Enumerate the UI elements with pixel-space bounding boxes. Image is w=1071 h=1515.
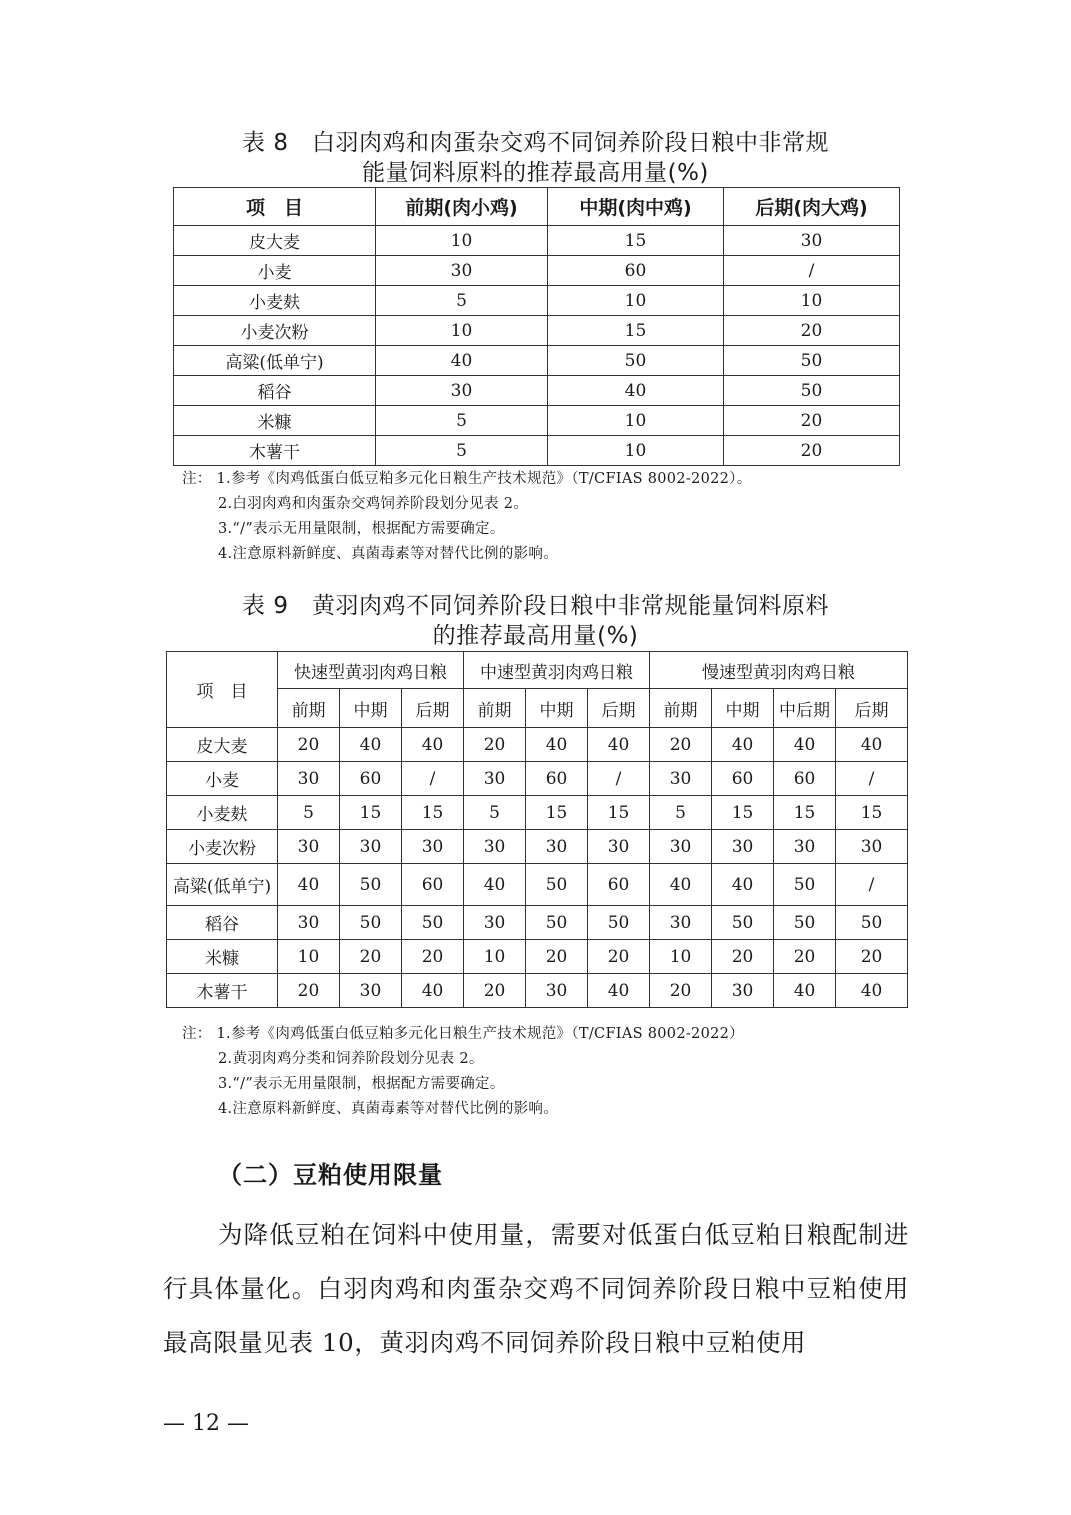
table8-value-cell: 20	[724, 316, 900, 346]
table9-value-cell: 15	[588, 796, 650, 830]
table8-value-cell: 15	[548, 226, 724, 256]
table9-value-cell: 60	[712, 762, 774, 796]
table9-value-cell: 20	[774, 940, 836, 974]
table9-value-cell: 40	[402, 728, 464, 762]
table-row	[174, 256, 900, 286]
table8-value-cell: 15	[548, 316, 724, 346]
table8-value-cell: 30	[724, 226, 900, 256]
table9-value-cell: 30	[402, 830, 464, 864]
table9-value-cell: 60	[774, 762, 836, 796]
table8-value-cell: 40	[548, 376, 724, 406]
table9-value-cell: 30	[464, 762, 526, 796]
table9-value-cell: 30	[278, 830, 340, 864]
table9-value-cell: 15	[402, 796, 464, 830]
table8-value-cell: 10	[548, 286, 724, 316]
table9-item-cell: 小麦次粉	[167, 830, 278, 864]
table9-item-cell: 皮大麦	[167, 728, 278, 762]
table9-notes	[182, 1022, 744, 1122]
table8-value-cell: 10	[376, 226, 548, 256]
table-row	[174, 286, 900, 316]
table9-value-cell: /	[836, 762, 908, 796]
table9-value-cell: 40	[278, 864, 340, 906]
table8-body	[174, 226, 900, 466]
table8-value-cell: 30	[376, 376, 548, 406]
table9-note: 注： 1.参考《肉鸡低蛋白低豆粕多元化日粮生产技术规范》（T/CFIAS 8002-2022）	[182, 1026, 744, 1042]
table9-item-cell: 小麦	[167, 762, 278, 796]
table-row	[174, 346, 900, 376]
table9-value-cell: 20	[278, 974, 340, 1008]
table9-value-cell: 50	[712, 906, 774, 940]
table9-value-cell: 20	[588, 940, 650, 974]
table8-value-cell: 10	[724, 286, 900, 316]
table9-value-cell: /	[836, 864, 908, 906]
table9-caption-line1: 表 9 黄羽肉鸡不同饲养阶段日粮中非常规能量饲料原料	[242, 593, 829, 619]
table9-value-cell: 50	[774, 906, 836, 940]
table9-value-cell: 50	[526, 906, 588, 940]
table8	[173, 187, 900, 466]
table-row	[167, 830, 908, 864]
table9-value-cell: 40	[340, 728, 402, 762]
table9-item-cell: 木薯干	[167, 974, 278, 1008]
table9-value-cell: 20	[526, 940, 588, 974]
table9-value-cell: 40	[712, 864, 774, 906]
table-row	[174, 226, 900, 256]
table9-stage-header: 中期	[526, 689, 588, 728]
table9-value-cell: 5	[278, 796, 340, 830]
table9-value-cell: 20	[836, 940, 908, 974]
paragraph-text: 为降低豆粕在饲料中使用量，需要对低蛋白低豆粕日粮配制进行具体量化。白羽肉鸡和肉蛋杂交鸡不同饲养阶段日粮中豆粕使用最高限量见表 10，黄羽肉鸡不同饲养阶段日粮中豆粕使用	[163, 1220, 909, 1357]
table9-value-cell: 30	[712, 974, 774, 1008]
table9-value-cell: 20	[712, 940, 774, 974]
table8-header-row	[174, 188, 900, 226]
table9-value-cell: 20	[278, 728, 340, 762]
table-row	[174, 376, 900, 406]
table9-value-cell: 20	[650, 974, 712, 1008]
table9-value-cell: 30	[650, 762, 712, 796]
table8-value-cell: /	[724, 256, 900, 286]
table9-value-cell: 30	[526, 830, 588, 864]
table9-value-cell: 60	[526, 762, 588, 796]
table9-value-cell: 40	[836, 728, 908, 762]
table9-value-cell: 40	[526, 728, 588, 762]
table9-value-cell: 5	[464, 796, 526, 830]
table8-value-cell: 5	[376, 406, 548, 436]
table9-note: 3.“/”表示无用量限制，根据配方需要确定。	[218, 1076, 505, 1092]
table8-note: 3.“/”表示无用量限制，根据配方需要确定。	[218, 521, 505, 537]
table9-stage-header: 前期	[278, 689, 340, 728]
table-row	[167, 974, 908, 1008]
table9-value-cell: 40	[774, 974, 836, 1008]
body-paragraph	[163, 1208, 909, 1370]
table9-value-cell: 15	[526, 796, 588, 830]
table9-stage-header: 后期	[402, 689, 464, 728]
table8-caption-line1: 表 8 白羽肉鸡和肉蛋杂交鸡不同饲养阶段日粮中非常规	[242, 130, 829, 156]
table9-value-cell: 40	[774, 728, 836, 762]
table9-value-cell: 15	[340, 796, 402, 830]
page-number: — 12 —	[163, 1411, 249, 1436]
table8-item-cell: 高粱(低单宁)	[174, 346, 376, 376]
table8-item-cell: 米糠	[174, 406, 376, 436]
table9-value-cell: 40	[588, 728, 650, 762]
table9-value-cell: 15	[712, 796, 774, 830]
table9-group-header: 快速型黄羽肉鸡日粮	[278, 652, 464, 689]
table9-value-cell: 15	[836, 796, 908, 830]
table9-item-header: 项 目	[167, 652, 278, 728]
table8-item-cell: 皮大麦	[174, 226, 376, 256]
table9-value-cell: 20	[402, 940, 464, 974]
table9-value-cell: 20	[340, 940, 402, 974]
table9-value-cell: 50	[774, 864, 836, 906]
table8-value-cell: 10	[376, 316, 548, 346]
table-row	[174, 406, 900, 436]
table8-notes	[182, 467, 752, 567]
table9-item-cell: 稻谷	[167, 906, 278, 940]
table9-value-cell: 50	[526, 864, 588, 906]
table8-value-cell: 40	[376, 346, 548, 376]
table9-item-cell: 米糠	[167, 940, 278, 974]
table-row	[167, 906, 908, 940]
table9-stage-header: 中期	[712, 689, 774, 728]
table8-item-cell: 小麦次粉	[174, 316, 376, 346]
section-heading: （二）豆粕使用限量	[218, 1161, 443, 1189]
table9-item-cell: 高粱(低单宁)	[167, 864, 278, 906]
table9-value-cell: 50	[402, 906, 464, 940]
table8-note: 4.注意原料新鲜度、真菌毒素等对替代比例的影响。	[218, 546, 559, 562]
table9-stage-header: 后期	[588, 689, 650, 728]
table9-value-cell: 30	[774, 830, 836, 864]
table-row	[167, 762, 908, 796]
table9-value-cell: 20	[464, 728, 526, 762]
table9-value-cell: 30	[526, 974, 588, 1008]
table9-value-cell: 40	[588, 974, 650, 1008]
table8-value-cell: 50	[724, 346, 900, 376]
table9-value-cell: 10	[464, 940, 526, 974]
table9-value-cell: 20	[650, 728, 712, 762]
table9-value-cell: 15	[774, 796, 836, 830]
table9-value-cell: 40	[402, 974, 464, 1008]
table9-stage-header-row	[167, 689, 908, 728]
table9-value-cell: 40	[650, 864, 712, 906]
table-row	[167, 796, 908, 830]
table8-value-cell: 50	[724, 376, 900, 406]
table8-header-cell: 后期(肉大鸡)	[724, 188, 900, 226]
table8-value-cell: 50	[548, 346, 724, 376]
table9-stage-header: 前期	[464, 689, 526, 728]
table9-item-cell: 小麦麸	[167, 796, 278, 830]
table9-value-cell: 10	[278, 940, 340, 974]
table8-value-cell: 5	[376, 436, 548, 466]
table9-value-cell: 50	[588, 906, 650, 940]
table9-group-header: 中速型黄羽肉鸡日粮	[464, 652, 650, 689]
table9-value-cell: 50	[836, 906, 908, 940]
table9-value-cell: 60	[588, 864, 650, 906]
table8-value-cell: 30	[376, 256, 548, 286]
table8-value-cell: 20	[724, 406, 900, 436]
table9-stage-header: 前期	[650, 689, 712, 728]
table9-value-cell: 30	[712, 830, 774, 864]
table9-group-header-row	[167, 652, 908, 689]
table9-group-header: 慢速型黄羽肉鸡日粮	[650, 652, 908, 689]
table9-caption-line2: 的推荐最高用量(%)	[432, 623, 639, 649]
table9-value-cell: 30	[340, 830, 402, 864]
table9-value-cell: 30	[650, 906, 712, 940]
table9-value-cell: 30	[464, 830, 526, 864]
table9-value-cell: 10	[650, 940, 712, 974]
table8-value-cell: 60	[548, 256, 724, 286]
table9-value-cell: /	[588, 762, 650, 796]
table8-item-cell: 木薯干	[174, 436, 376, 466]
table9-stage-header: 中期	[340, 689, 402, 728]
table9-value-cell: 30	[278, 762, 340, 796]
table9-value-cell: 5	[650, 796, 712, 830]
table8-value-cell: 5	[376, 286, 548, 316]
table9	[166, 651, 908, 1008]
table9-body	[167, 728, 908, 1008]
table8-note: 注： 1.参考《肉鸡低蛋白低豆粕多元化日粮生产技术规范》（T/CFIAS 8002-2022）。	[182, 471, 752, 487]
table8-header-cell: 项 目	[174, 188, 376, 226]
table9-value-cell: 40	[464, 864, 526, 906]
table9-value-cell: 30	[650, 830, 712, 864]
table9-value-cell: 60	[402, 864, 464, 906]
table9-value-cell: 30	[278, 906, 340, 940]
table9-value-cell: 60	[340, 762, 402, 796]
table9-note: 4.注意原料新鲜度、真菌毒素等对替代比例的影响。	[218, 1101, 559, 1117]
table8-caption-line2: 能量饲料原料的推荐最高用量(%)	[362, 160, 709, 186]
table8-item-cell: 小麦	[174, 256, 376, 286]
table9-value-cell: 30	[464, 906, 526, 940]
table9-value-cell: 40	[836, 974, 908, 1008]
table-row	[167, 864, 908, 906]
table9-value-cell: 20	[464, 974, 526, 1008]
table9-value-cell: 30	[340, 974, 402, 1008]
table8-header-cell: 前期(肉小鸡)	[376, 188, 548, 226]
table9-value-cell: 50	[340, 864, 402, 906]
table9-value-cell: /	[402, 762, 464, 796]
table9-value-cell: 50	[340, 906, 402, 940]
table8-note: 2.白羽肉鸡和肉蛋杂交鸡饲养阶段划分见表 2。	[218, 496, 529, 512]
table-row	[167, 728, 908, 762]
table8-value-cell: 10	[548, 436, 724, 466]
table8-header-cell: 中期(肉中鸡)	[548, 188, 724, 226]
table-row	[167, 940, 908, 974]
table9-value-cell: 30	[836, 830, 908, 864]
table8-value-cell: 20	[724, 436, 900, 466]
table8-item-cell: 稻谷	[174, 376, 376, 406]
table8-value-cell: 10	[548, 406, 724, 436]
table8-item-cell: 小麦麸	[174, 286, 376, 316]
table9-stage-header: 中后期	[774, 689, 836, 728]
table9-value-cell: 30	[588, 830, 650, 864]
table-row	[174, 436, 900, 466]
table-row	[174, 316, 900, 346]
table9-stage-header: 后期	[836, 689, 908, 728]
table9-note: 2.黄羽肉鸡分类和饲养阶段划分见表 2。	[218, 1051, 484, 1067]
table9-value-cell: 40	[712, 728, 774, 762]
